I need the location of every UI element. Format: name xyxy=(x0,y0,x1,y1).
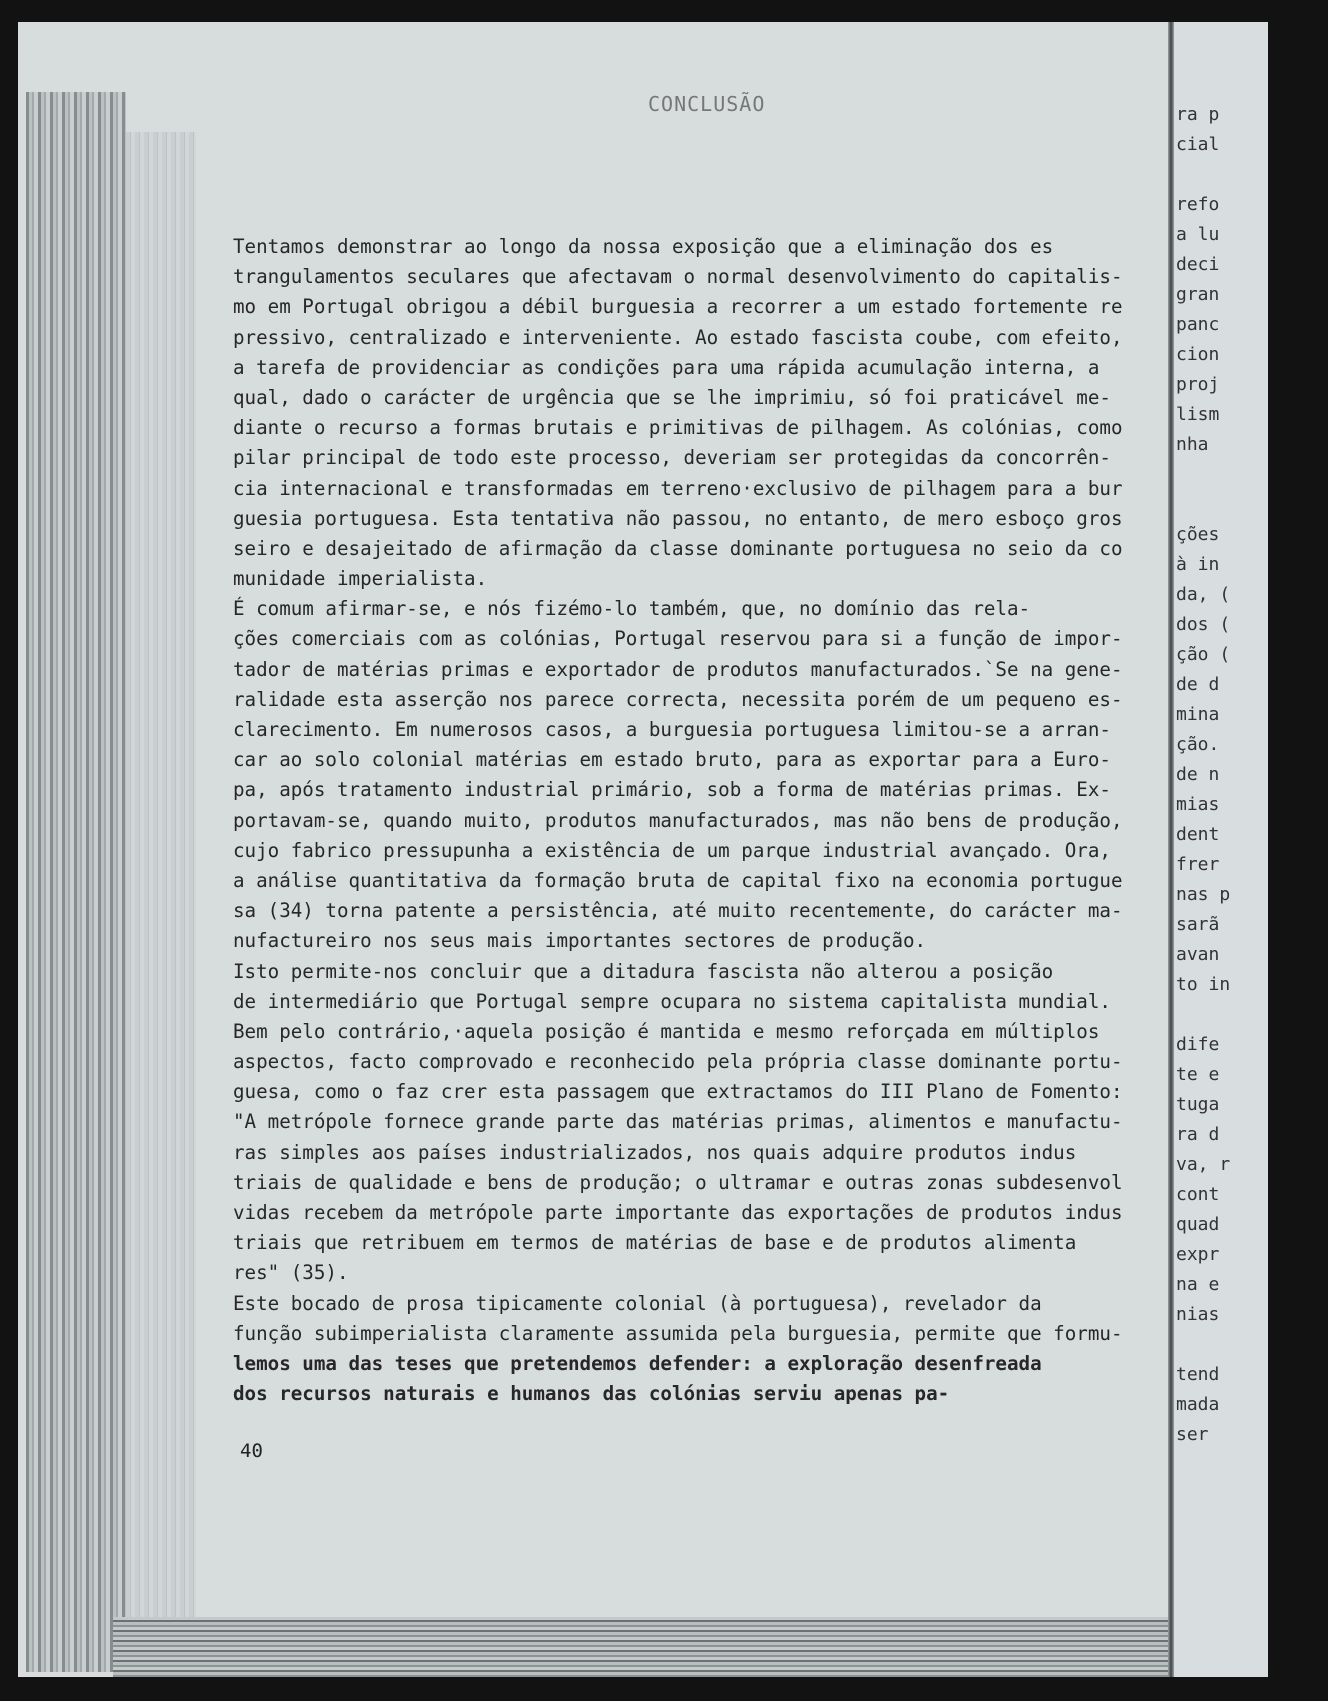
side-text-line: ções xyxy=(1176,524,1220,545)
text-line: sa (34) torna patente a persistência, até muito recentemente, do carácter ma- xyxy=(233,899,1123,923)
side-text-line xyxy=(1176,1330,1268,1360)
text-line: triais de qualidade e bens de produção; o ultramar e outras zonas subdesenvol xyxy=(233,1170,1123,1194)
text-line: guesa, como o faz crer esta passagem que extractamos do III Plano de Fomento: xyxy=(233,1080,1123,1104)
text-line: Bem pelo contrário,·aquela posição é mantida e mesmo reforçada em múltiplos xyxy=(233,1019,1100,1043)
text-line: res" (35). xyxy=(233,1261,349,1285)
side-text-line: va, r xyxy=(1176,1154,1231,1175)
side-text-line: nas p xyxy=(1176,884,1231,905)
text-line: pressivo, centralizado e interveniente. Ao estado fascista coube, com efeito, xyxy=(233,325,1123,349)
page-header: CONCLUSÃO xyxy=(648,92,766,116)
text-line: pa, após tratamento industrial primário, sob a forma de matérias primas. Ex- xyxy=(233,778,1111,802)
side-text-line: dent xyxy=(1176,824,1220,845)
side-text-line xyxy=(1176,490,1268,520)
text-line: guesia portuguesa. Esta tentativa não passou, no entanto, de mero esboço gros xyxy=(233,506,1123,530)
side-text-line: frer xyxy=(1176,854,1220,875)
text-line: portavam-se, quando muito, produtos manufacturados, mas não bens de produção, xyxy=(233,808,1123,832)
text-line: nufactureiro nos seus mais importantes sectores de produção. xyxy=(233,929,927,953)
text-line: qual, dado o carácter de urgência que se lhe imprimiu, só foi praticável me- xyxy=(233,385,1111,409)
side-text-line: quad xyxy=(1176,1214,1220,1235)
side-text-line: ser xyxy=(1176,1424,1209,1445)
side-text-line: de n xyxy=(1176,764,1220,785)
side-text-line: da, ( xyxy=(1176,584,1231,605)
side-text-line: panc xyxy=(1176,314,1220,335)
side-text-line xyxy=(1176,1000,1268,1030)
side-text-line: mada xyxy=(1176,1394,1220,1415)
side-text-line: dife xyxy=(1176,1034,1220,1055)
side-text-line: nias xyxy=(1176,1304,1220,1325)
text-line: aspectos, facto comprovado e reconhecido pela própria classe dominante portu- xyxy=(233,1050,1123,1074)
side-text-line: mias xyxy=(1176,794,1220,815)
side-text-line: sarã xyxy=(1176,914,1220,935)
text-line: munidade imperialista. xyxy=(233,567,488,591)
side-text-line: deci xyxy=(1176,254,1220,275)
text-line: clarecimento. Em numerosos casos, a burguesia portuguesa limitou-se a arran- xyxy=(233,718,1111,741)
text-line: a análise quantitativa da formação bruta de capital fixo na economia portugue xyxy=(233,868,1123,892)
side-text-line: de d xyxy=(1176,674,1220,695)
side-text-line: ção ( xyxy=(1176,644,1231,665)
side-text-line: tend xyxy=(1176,1364,1220,1385)
text-line: ralidade esta asserção nos parece correcta, necessita porém de um pequeno es- xyxy=(233,687,1123,711)
page-number: 40 xyxy=(240,1440,263,1462)
side-text-line: mina xyxy=(1176,704,1220,725)
side-text-line: ção. xyxy=(1176,734,1220,755)
side-text-line: nha xyxy=(1176,434,1209,455)
text-line: Isto permite-nos concluir que a ditadura fascista não alterou a posição xyxy=(233,959,1054,983)
text-line: pilar principal de todo este processo, deveriam ser protegidas da concorrên- xyxy=(233,446,1111,470)
text-line: Tentamos demonstrar ao longo da nossa exposição que a eliminação dos es xyxy=(233,235,1054,258)
text-line: trangulamentos seculares que afectavam o normal desenvolvimento do capitalis- xyxy=(233,265,1123,289)
text-line-bold: lemos uma das teses que pretendemos defender: a exploração desenfreada xyxy=(233,1351,1042,1375)
text-line: tador de matérias primas e exportador de produtos manufacturados.`Se na gene- xyxy=(233,657,1123,681)
side-text-line: to in xyxy=(1176,974,1231,995)
text-line: É comum afirmar-se, e nós fizémo-lo também, que, no domínio das rela- xyxy=(233,597,1031,621)
side-text-line: expr xyxy=(1176,1244,1220,1265)
text-line-bold: dos recursos naturais e humanos das colónias serviu apenas pa- xyxy=(233,1382,950,1406)
text-line: ras simples aos países industrializados, nos quais adquire produtos indus xyxy=(233,1140,1077,1164)
text-line: de intermediário que Portugal sempre ocupara no sistema capitalista mundial. xyxy=(233,989,1111,1013)
side-text-line: na e xyxy=(1176,1274,1220,1295)
text-line: cujo fabrico pressupunha a existência de um parque industrial avançado. Ora, xyxy=(233,838,1111,862)
text-line: vidas recebem da metrópole parte importante das exportações de produtos indus xyxy=(233,1201,1123,1224)
side-text-line xyxy=(1176,460,1268,490)
text-line: cia internacional e transformadas em terreno·exclusivo de pilhagem para a bur xyxy=(233,476,1123,500)
side-text-line: a lu xyxy=(1176,224,1220,245)
text-line: seiro e desajeitado de afirmação da classe dominante portuguesa no seio da co xyxy=(233,536,1123,560)
side-text-line: lism xyxy=(1176,404,1220,425)
text-line: função subimperialista claramente assumida pela burguesia, permite que formu- xyxy=(233,1321,1123,1345)
text-line: car ao solo colonial matérias em estado bruto, para as exportar para a Euro- xyxy=(233,748,1111,772)
page-stack-edge-left xyxy=(26,92,126,1672)
main-text xyxy=(233,232,1163,1409)
side-text-line: cont xyxy=(1176,1184,1220,1205)
side-text-line: cial xyxy=(1176,134,1220,155)
text-line: diante o recurso a formas brutais e primitivas de pilhagem. As colónias, como xyxy=(233,416,1123,440)
side-text-line: tuga xyxy=(1176,1094,1220,1115)
side-text-line: à in xyxy=(1176,554,1220,575)
text-line: triais que retribuem em termos de matérias de base e de produtos alimenta xyxy=(233,1231,1077,1255)
side-text-line: gran xyxy=(1176,284,1220,305)
adjacent-page-text xyxy=(1176,100,1268,1450)
side-text-line: refo xyxy=(1176,194,1220,215)
side-text-line: cion xyxy=(1176,344,1220,365)
side-text-line xyxy=(1176,160,1268,190)
text-line: "A metrópole fornece grande parte das matérias primas, alimentos e manufactu- xyxy=(233,1110,1123,1134)
side-text-line: avan xyxy=(1176,944,1220,965)
text-line: mo em Portugal obrigou a débil burguesia a recorrer a um estado fortemente re xyxy=(233,295,1123,319)
side-text-line: ra d xyxy=(1176,1124,1220,1145)
book-fold xyxy=(1168,22,1174,1677)
document-page xyxy=(18,22,1268,1677)
text-line: a tarefa de providenciar as condições para uma rápida acumulação interna, a xyxy=(233,355,1100,379)
page-stack-edge-bottom xyxy=(113,1617,1268,1677)
text-line: ções comerciais com as colónias, Portugal reservou para si a função de impor- xyxy=(233,627,1123,651)
page-stack-edge-inner xyxy=(126,132,196,1672)
side-text-line: te e xyxy=(1176,1064,1220,1085)
side-text-line: ra p xyxy=(1176,104,1220,125)
side-text-line: dos ( xyxy=(1176,614,1231,635)
text-line: Este bocado de prosa tipicamente colonial (à portuguesa), revelador da xyxy=(233,1291,1042,1315)
side-text-line: proj xyxy=(1176,374,1220,395)
